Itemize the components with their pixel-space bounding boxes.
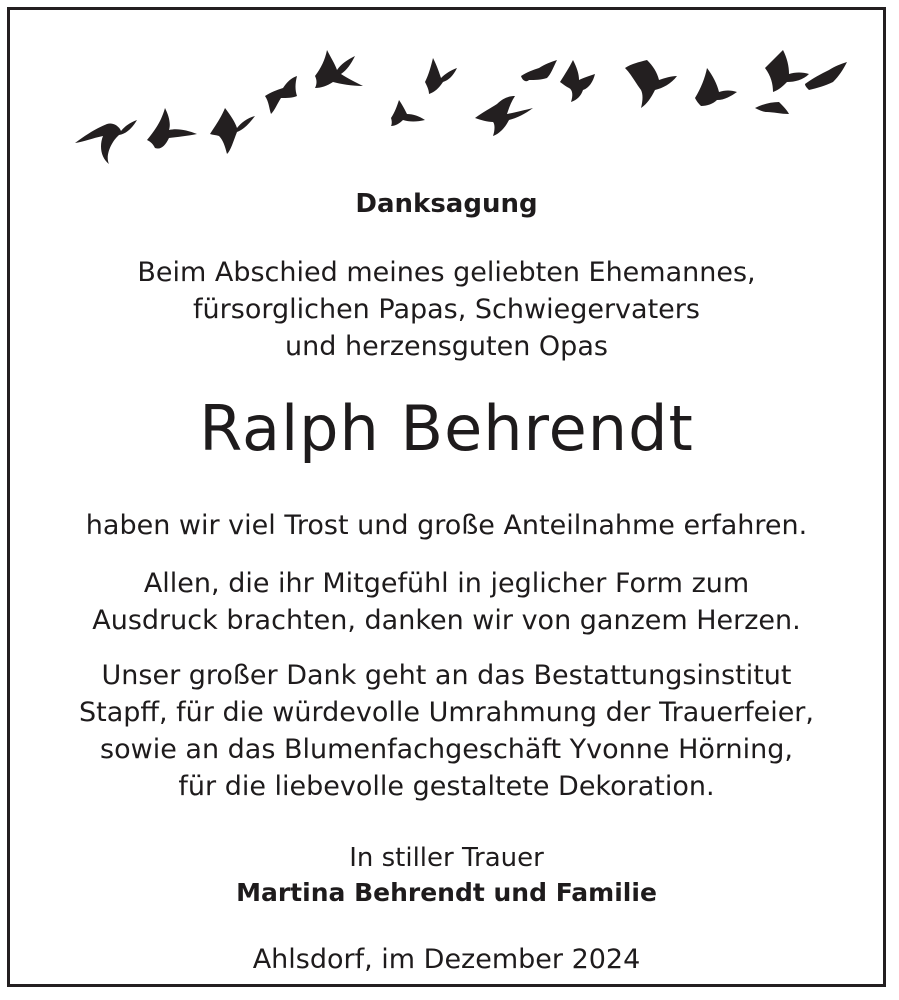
intro-line-3: und herzensguten Opas: [285, 331, 608, 362]
special-thanks-line-3: sowie an das Blumenfachgeschäft Yvonne Hörning,: [100, 734, 793, 765]
intro-line-2: fürsorglichen Papas, Schwiegervaters: [193, 294, 700, 325]
family-signature: Martina Behrendt und Familie: [236, 878, 657, 907]
paragraph-special-thanks: [10, 657, 883, 805]
special-thanks-line-1: Unser großer Dank geht an das Bestattungsinstitut: [101, 660, 792, 691]
special-thanks-line-2: Stapff, für die würdevolle Umrahmung der Trauerfeier,: [79, 697, 814, 728]
place-date: Ahlsdorf, im Dezember 2024: [252, 944, 641, 975]
thanks-line-2: Ausdruck brachten, danken wir von ganzem Herzen.: [92, 605, 801, 636]
obituary-card: [7, 7, 886, 987]
special-thanks-line-4: für die liebevolle gestaltete Dekoration.: [178, 771, 715, 802]
heading-title: Danksagung: [355, 189, 538, 219]
paragraph-comfort: haben wir viel Trost und große Anteilnahme erfahren.: [85, 510, 808, 541]
paragraph-thanks: [10, 565, 883, 639]
thanks-line-1: Allen, die ihr Mitgefühl in jeglicher Form zum: [143, 568, 750, 599]
intro-line-1: Beim Abschied meines geliebten Ehemannes,: [137, 257, 756, 288]
deceased-name: Ralph Behrendt: [199, 392, 694, 465]
flying-birds-icon: [65, 38, 855, 168]
mourning-line: In stiller Trauer: [349, 843, 544, 873]
intro-text: [10, 254, 883, 365]
